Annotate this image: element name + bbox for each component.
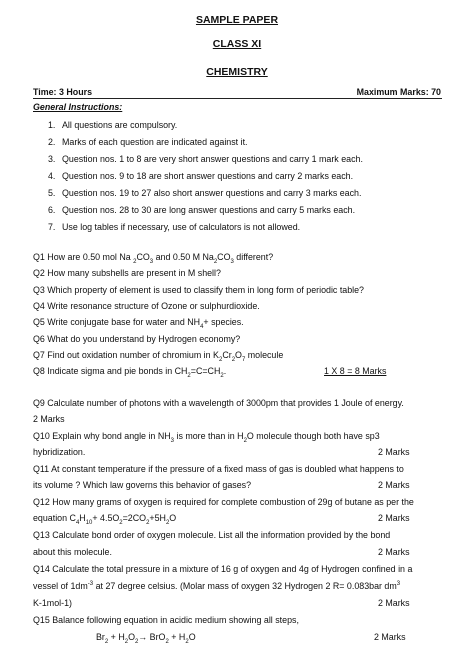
marks-q1-8: 1 X 8 = 8 Marks bbox=[324, 366, 387, 376]
reaction-arrow-icon: → bbox=[138, 632, 148, 642]
instruction-text: Use log tables if necessary, use of calculators is not allowed. bbox=[62, 222, 301, 232]
marks-q9: 2 Marks bbox=[33, 414, 65, 424]
marks-q12: 2 Marks bbox=[378, 513, 410, 523]
question-12: Q12 How many grams of oxygen is required for complete combustion of 29g of butane as per the bbox=[33, 497, 414, 507]
instruction-item: 4. bbox=[48, 171, 56, 181]
instruction-text: Question nos. 28 to 30 are long answer questions and carry 5 marks each. bbox=[62, 205, 356, 215]
question-1: Q1 How are 0.50 mol Na $_2CO_3$ and 0.50 M $Na_2CO_3$ different? bbox=[33, 252, 274, 265]
instruction-item: 5. bbox=[48, 188, 56, 198]
question-11: Q11 At constant temperature if the pressure of a fixed mass of gas is doubled what happens to bbox=[33, 464, 404, 474]
instruction-text: Question nos. 9 to 18 are short answer questions and carry 2 marks each. bbox=[62, 171, 354, 181]
class-label: CLASS XI bbox=[212, 38, 262, 50]
instruction-item: 1. bbox=[48, 120, 56, 130]
question-7: Q7 Find out oxidation number of chromium in $K_2Cr_2O_7$ molecule bbox=[33, 350, 284, 363]
marks-q14: 2 Marks bbox=[378, 598, 410, 608]
question-15-equation: $Br_2 + H_2O_2\to BrO_2 + H_2O$ bbox=[96, 632, 196, 645]
instructions-heading: General Instructions: bbox=[33, 102, 123, 112]
question-2: Q2 How many subshells are present in M shell? bbox=[33, 268, 221, 278]
question-4: Q4 Write resonance structure of Ozone or sulphurdioxide. bbox=[33, 301, 260, 311]
marks-q15: 2 Marks bbox=[374, 632, 406, 642]
instruction-text: All questions are compulsory. bbox=[62, 120, 178, 130]
question-13: Q13 Calculate bond order of oxygen molecule. List all the information provided by the bond bbox=[33, 530, 391, 540]
marks-q11: 2 Marks bbox=[378, 480, 410, 490]
question-8: Q8 Indicate sigma and pie bonds in $CH_2=C=CH_2$. bbox=[33, 366, 227, 379]
question-12-cont: equation $C_4H_{10}+ 4.5O_2=2CO_2+5H_2O$ bbox=[33, 513, 177, 526]
question-14-units: K-1mol-1) bbox=[33, 598, 72, 608]
question-6: Q6 What do you understand by Hydrogen economy? bbox=[33, 334, 241, 344]
instruction-text: Question nos. 19 to 27 also short answer questions and carry 3 marks each. bbox=[62, 188, 362, 198]
max-marks-label: Maximum Marks: 70 bbox=[356, 87, 441, 97]
question-15: Q15 Balance following equation in acidic medium showing all steps, bbox=[33, 615, 299, 625]
instruction-item: 7. bbox=[48, 222, 56, 232]
instruction-item: 2. bbox=[48, 137, 56, 147]
marks-q10: 2 Marks bbox=[378, 447, 410, 457]
question-10: Q10 Explain why bond angle in $NH_3$ is more than in $H_2O$ molecule though both have sp3 bbox=[33, 431, 380, 444]
question-14-cont: vessel of $1dm^{-3}$ at 27 degree celsius. (Molar mass of oxygen 32 Hydrogen 2 R= 0.083bar $dm^3$ bbox=[33, 581, 401, 591]
instruction-item: 6. bbox=[48, 205, 56, 215]
instruction-item: 3. bbox=[48, 154, 56, 164]
instruction-text: Marks of each question are indicated against it. bbox=[62, 137, 248, 147]
marks-q13: 2 Marks bbox=[378, 547, 410, 557]
header-rule bbox=[33, 98, 442, 99]
question-13-cont: about this molecule. bbox=[33, 547, 112, 557]
paper-title: SAMPLE PAPER bbox=[195, 14, 279, 26]
question-5: Q5 Write conjugate base for water and $NH_4+$ species. bbox=[33, 317, 244, 330]
question-14: Q14 Calculate the total pressure in a mixture of 16 g of oxygen and 4g of Hydrogen confined in a bbox=[33, 564, 413, 574]
question-11-cont: its volume ? Which law governs this behavior of gases? bbox=[33, 480, 252, 490]
question-10-cont: hybridization. bbox=[33, 447, 86, 457]
subject-title: CHEMISTRY bbox=[206, 66, 268, 78]
question-9: Q9 Calculate number of photons with a wavelength of 3000pm that provides 1 Joule of energy. bbox=[33, 398, 404, 408]
question-3: Q3 Which property of element is used to classify them in long form of periodic table? bbox=[33, 285, 364, 295]
instruction-text: Question nos. 1 to 8 are very short answer questions and carry 1 mark each. bbox=[62, 154, 363, 164]
time-label: Time: 3 Hours bbox=[33, 87, 93, 97]
